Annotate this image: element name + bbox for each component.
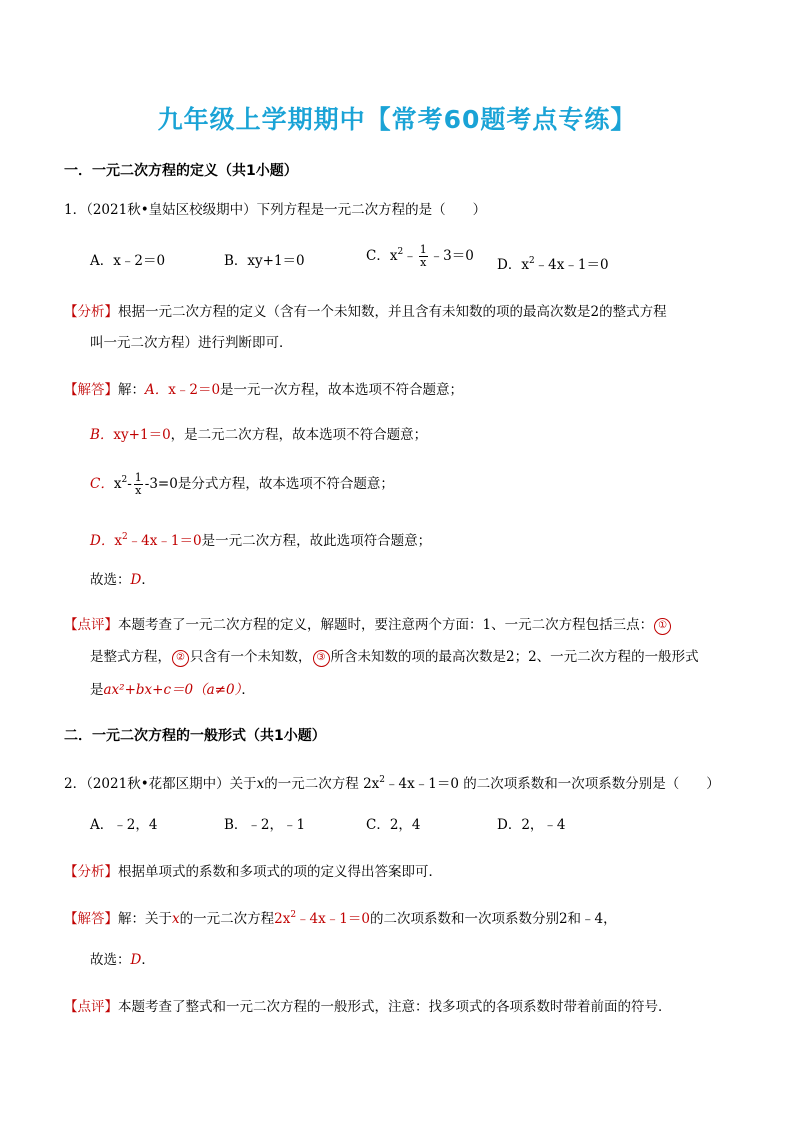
section-2-heading: 二．一元二次方程的一般形式（共1小题） — [64, 728, 326, 744]
question-2: 2．（2021秋•花都区期中）关于x的一元二次方程 $2x^2﹣4x﹣1=0$ 的二次项系数和一次项系数分别是（ ） — [64, 775, 720, 792]
q1-option-b: B．xy+1＝0 — [224, 253, 305, 269]
q1-option-c: C．$x^2﹣$ $\frac{1}{x}$ ﹣3＝0 — [366, 243, 474, 269]
fraction: $\frac{1}{x}$ — [419, 243, 427, 269]
q2-choose: 故选：D． — [90, 952, 155, 968]
q1-option-a: A．x﹣2＝0 — [90, 253, 166, 269]
q1-analysis: 【分析】根据一元二次方程的定义（含有一个未知数，并且含有未知数的项的最高次数是2的整式方程 — [64, 304, 667, 320]
q2-option-d: D．2，﹣4 — [497, 817, 566, 833]
q1-solution-c: C．$x^2-$ $\frac{1}{x}$ -3=0是分式方程，故本选项不符合题意； — [90, 471, 394, 497]
q1-comment-cont: 是整式方程， ② 只含有一个未知数， ③ 所含未知数的项的最高次数是2；2、一元二次方程的一般形式 — [90, 649, 699, 665]
q2-solution: 【解答】解：关于x的一元二次方程$2x^2﹣4x﹣1=0$的二次项系数和一次项系数分别2和﹣4， — [64, 910, 617, 927]
q2-option-b: B．﹣2，﹣1 — [224, 817, 306, 833]
q2-comment: 【点评】本题考查了整式和一元二次方程的一般形式，注意：找多项式的各项系数时带着前面的符号． — [64, 999, 672, 1015]
q1-solution-a: 【解答】解：A．x﹣2＝0是一元一次方程，故本选项不符合题意； — [64, 382, 464, 398]
question-1: 1．（2021秋•皇姑区校级期中）下列方程是一元二次方程的是（ ） — [64, 202, 487, 218]
q1-analysis-cont: 叫一元二次方程）进行判断即可． — [90, 335, 293, 351]
q2-option-c: C．2，4 — [366, 817, 421, 833]
section-1-heading: 一．一元二次方程的定义（共1小题） — [64, 163, 298, 179]
q1-choose: 故选：D． — [90, 572, 155, 588]
q1-comment-end: 是ax²+bx+c＝0（a≠0）． — [90, 682, 255, 698]
q2-option-a: A．﹣2，4 — [90, 817, 158, 833]
page-title: 九年级上学期期中【常考60题考点专练】 — [157, 105, 637, 134]
q1-comment: 【点评】本题考查了一元二次方程的定义，解题时，要注意两个方面：1、一元二次方程包括三点： ① — [64, 615, 672, 635]
q1-solution-d: D．$x^2﹣4x﹣1=0$是一元二次方程，故此选项符合题意； — [90, 532, 432, 549]
q1-solution-b: B．xy+1＝0，是二元二次方程，故本选项不符合题意； — [90, 427, 428, 443]
q1-option-d: D．$x^2﹣4x﹣1=0$ — [497, 256, 609, 273]
q2-analysis: 【分析】根据单项式的系数和多项式的项的定义得出答案即可． — [64, 864, 442, 880]
